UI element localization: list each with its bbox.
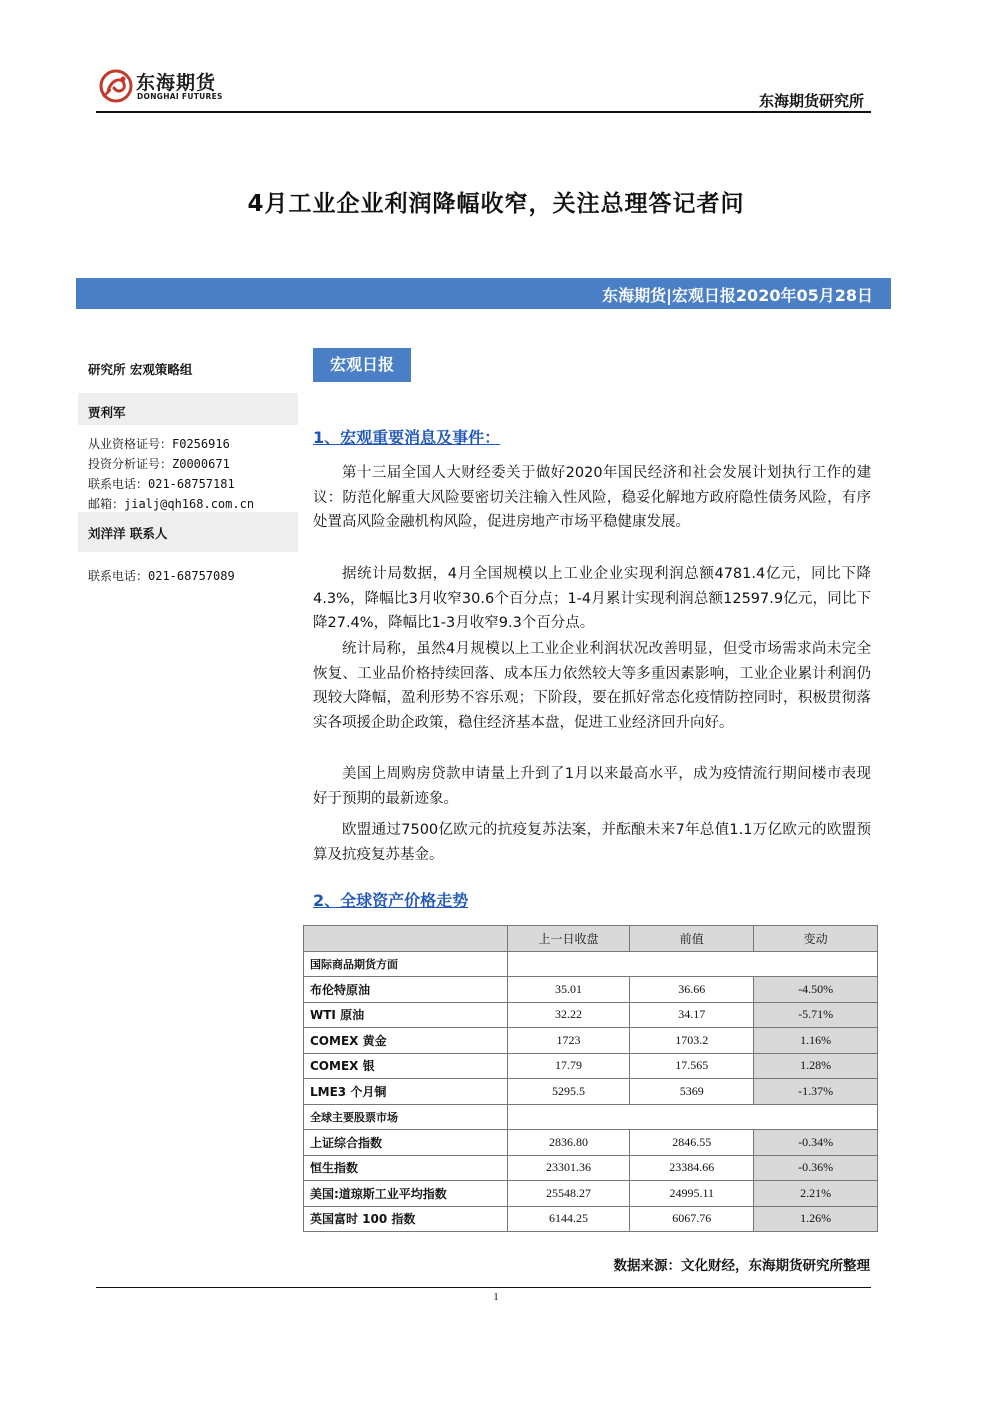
asset-close: 35.01 — [507, 977, 630, 1003]
asset-close: 23301.36 — [507, 1155, 630, 1181]
asset-change: 1.26% — [754, 1206, 878, 1232]
asset-prev: 34.17 — [630, 1002, 754, 1028]
asset-name: WTI 原油 — [304, 1002, 508, 1028]
table-category-row — [304, 951, 878, 977]
asset-prev: 1703.2 — [630, 1028, 754, 1054]
column-header-prev: 前值 — [630, 926, 754, 952]
section1-heading: 1、宏观重要消息及事件： — [313, 428, 501, 447]
asset-name: 布伦特原油 — [304, 977, 508, 1003]
table-row — [304, 1028, 878, 1054]
analyst1-phone: 联系电话：021-68757181 — [88, 477, 235, 491]
news-paragraph-1: 第十三届全国人大财经委关于做好2020年国民经济和社会发展计划执行工作的建议：防范化解重大风险要密切关注输入性风险，稳妥化解地方政府隐性债务风险，有序处置高风险金融机构风险，促进房地产市场平稳健康发展。 — [313, 465, 871, 530]
news-paragraph-2: 据统计局数据，4月全国规模以上工业企业实现利润总额4781.4亿元，同比下降4.3%，降幅比3月收窄30.6个百分点；1-4月累计实现利润总额12597.9亿元，同比下降27.4%，降幅比1-3月收窄9.3个百分点。 — [313, 566, 871, 631]
asset-change: -4.50% — [754, 977, 878, 1003]
page-number: 1 — [493, 1291, 499, 1303]
analyst2-name: 刘洋洋 联系人 — [88, 526, 168, 541]
asset-close: 2836.80 — [507, 1130, 630, 1156]
asset-name: 恒生指数 — [304, 1155, 508, 1181]
analyst1-cert: 从业资格证号：F0256916 — [88, 437, 230, 451]
category-equities: 全球主要股票市场 — [304, 1104, 508, 1130]
category-commodities: 国际商品期货方面 — [304, 951, 508, 977]
asset-name: COMEX 银 — [304, 1053, 508, 1079]
column-header-close: 上一日收盘 — [507, 926, 630, 952]
asset-prev: 5369 — [630, 1079, 754, 1105]
asset-close: 25548.27 — [507, 1181, 630, 1207]
asset-prev: 2846.55 — [630, 1130, 754, 1156]
asset-name: 美国:道琼斯工业平均指数 — [304, 1181, 508, 1207]
asset-close: 17.79 — [507, 1053, 630, 1079]
asset-change: -1.37% — [754, 1079, 878, 1105]
banner-text: 东海期货|宏观日报2020年05月28日 — [602, 286, 873, 305]
document-title: 4月工业企业利润降幅收窄，关注总理答记者问 — [247, 191, 745, 217]
asset-name: COMEX 黄金 — [304, 1028, 508, 1054]
asset-change: -5.71% — [754, 1002, 878, 1028]
table-row — [304, 1079, 878, 1105]
table-row — [304, 1002, 878, 1028]
analyst1-email[interactable]: 邮箱：jialj@qh168.com.cn — [88, 497, 255, 511]
data-source-note: 数据来源：文化财经，东海期货研究所整理 — [613, 1258, 870, 1274]
news-paragraph-4: 美国上周购房贷款申请量上升到了1月以来最高水平，成为疫情流行期间楼市表现好于预期的最新迹象。 — [313, 766, 871, 807]
category-spacer — [507, 1104, 877, 1130]
section2-heading: 2、全球资产价格走势 — [313, 891, 469, 910]
table-header-blank — [304, 926, 508, 952]
asset-change: 1.16% — [754, 1028, 878, 1054]
asset-change: 1.28% — [754, 1053, 878, 1079]
asset-close: 32.22 — [507, 1002, 630, 1028]
logo-text-en: DONGHAI FUTURES — [137, 92, 223, 101]
analyst2-name-block — [78, 512, 298, 552]
footer-divider — [96, 1287, 871, 1288]
report-type-tag: 宏观日报 — [313, 348, 411, 382]
asset-change: -0.34% — [754, 1130, 878, 1156]
asset-prev: 17.565 — [630, 1053, 754, 1079]
analyst1-name: 贾利军 — [88, 405, 126, 420]
department-label: 研究所 宏观策略组 — [88, 362, 193, 377]
asset-close: 5295.5 — [507, 1079, 630, 1105]
asset-prev: 23384.66 — [630, 1155, 754, 1181]
analyst2-phone: 联系电话：021-68757089 — [88, 569, 235, 583]
asset-close: 6144.25 — [507, 1206, 630, 1232]
table-row — [304, 1053, 878, 1079]
table-row — [304, 1130, 878, 1156]
analyst1-invest-cert: 投资分析证号：Z0000671 — [88, 457, 230, 471]
news-paragraph-3: 统计局称，虽然4月规模以上工业企业利润状况改善明显，但受市场需求尚未完全恢复、工业品价格持续回落、成本压力依然较大等多重因素影响，工业企业累计利润仍现较大降幅，盈利形势不容乐观；下阶段，要在抓好常态化疫情防控同时，积极贯彻落实各项援企助企政策，稳住经济基本盘，促进工业经济回升向好。 — [313, 641, 871, 731]
header-divider — [96, 111, 871, 113]
asset-prev: 6067.76 — [630, 1206, 754, 1232]
asset-name: 上证综合指数 — [304, 1130, 508, 1156]
asset-name: LME3 个月铜 — [304, 1079, 508, 1105]
asset-name: 英国富时 100 指数 — [304, 1206, 508, 1232]
table-row — [304, 1206, 878, 1232]
dragon-logo-icon — [96, 66, 136, 106]
news-paragraph-5: 欧盟通过7500亿欧元的抗疫复苏法案，并酝酿未来7年总值1.1万亿欧元的欧盟预算及抗疫复苏基金。 — [313, 822, 871, 863]
institute-name: 东海期货研究所 — [758, 92, 864, 110]
report-banner — [76, 278, 891, 309]
column-header-change: 变动 — [754, 926, 878, 952]
company-logo — [96, 66, 236, 110]
asset-change: -0.36% — [754, 1155, 878, 1181]
table-category-row — [304, 1104, 878, 1130]
analyst1-name-block — [78, 393, 298, 425]
table-row — [304, 977, 878, 1003]
category-spacer — [507, 951, 877, 977]
table-row — [304, 1155, 878, 1181]
table-header-row — [304, 926, 878, 952]
asset-prev: 24995.11 — [630, 1181, 754, 1207]
table-row — [304, 1181, 878, 1207]
asset-change: 2.21% — [754, 1181, 878, 1207]
asset-close: 1723 — [507, 1028, 630, 1054]
asset-prev: 36.66 — [630, 977, 754, 1003]
asset-price-table — [303, 925, 878, 1232]
logo-text-cn: 东海期货 — [136, 72, 217, 94]
